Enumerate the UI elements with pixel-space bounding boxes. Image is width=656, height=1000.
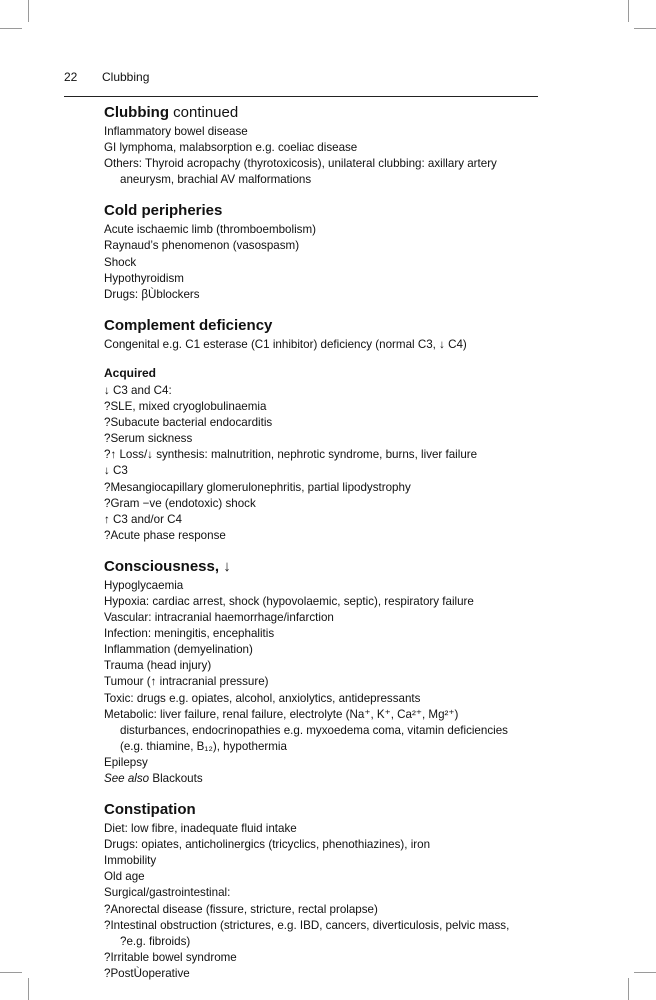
crop-mark [0,972,22,973]
crop-mark [628,0,629,22]
section [104,317,534,544]
crop-mark [28,0,29,22]
line-text: Epilepsy [104,755,148,769]
text-line [104,691,534,707]
line-text: Tumour (↑ intracranial pressure) [104,675,269,689]
section-heading-text: Cold peripheries [104,202,223,220]
line-text: Hypothyroidism [104,271,184,285]
line-text: Vascular: intracranial haemorrhage/infarction [104,611,334,625]
line-text: Others: Thyroid acropachy (thyrotoxicosis), unilateral clubbing: axillary artery [104,157,497,171]
text-line [104,578,534,594]
header-rule [64,96,538,97]
section-heading-text: Consciousness, ↓ [104,557,231,575]
heading-continued: continued [168,104,239,121]
line-text: ↑ C3 and/or C4 [104,512,182,526]
crop-mark [28,978,29,1000]
text-line [104,140,534,156]
text-line [104,707,534,723]
line-text: Congenital e.g. C1 esterase (C1 inhibitor) deficiency (normal C3, ↓ C4) [104,337,467,351]
line-text: Infection: meningitis, encephalitis [104,627,275,641]
text-line [104,723,534,739]
text-line [104,271,534,287]
line-text: Inflammatory bowel disease [104,125,248,138]
line-text: ?e.g. fibroids) [120,934,191,948]
page-body [104,104,534,996]
section-heading-text: Constipation [104,801,196,819]
line-text: GI lymphoma, malabsorption e.g. coeliac disease [104,141,358,155]
line-text: Diet: low fibre, inadequate fluid intake [104,822,297,836]
text-line [104,837,534,853]
text-line [104,610,534,626]
running-head [64,70,149,84]
text-line [104,869,534,885]
subheading: Acquired [104,365,157,380]
crop-mark [628,978,629,1000]
line-text: ?Mesangiocapillary glomerulonephritis, partial lipodystrophy [104,480,411,494]
text-line [104,124,534,140]
text-line [104,399,534,415]
section [104,202,534,302]
line-text: Hypoxia: cardiac arrest, shock (hypovolaemic, septic), respiratory failure [104,594,474,608]
text-line [104,885,534,901]
line-text: ?↑ Loss/↓ synthesis: malnutrition, nephrotic syndrome, burns, liver failure [104,448,478,462]
text-line [104,950,534,966]
text-line [104,966,534,982]
crop-mark [634,972,656,973]
line-text: ?Subacute bacterial endocarditis [104,416,273,430]
crop-mark [0,28,22,29]
text-line [104,755,534,771]
text-line [104,821,534,837]
line-text: ↓ C3 [104,464,128,478]
text-line [104,415,534,431]
line-text: Blackouts [149,772,203,785]
line-text: ?Irritable bowel syndrome [104,950,237,964]
section-heading [104,104,534,122]
line-text: Metabolic: liver failure, renal failure, electrolyte (Na⁺, K⁺, Ca²⁺, Mg²⁺) [104,707,459,721]
line-text: aneurysm, brachial AV malformations [120,173,312,187]
line-text: ?Gram −ve (endotoxic) shock [104,496,256,510]
text-line [104,383,534,399]
line-text: ↓ C3 and C4: [104,383,172,397]
section-heading [104,558,534,576]
text-line [104,626,534,642]
line-text: Immobility [104,854,157,868]
line-text: Acute ischaemic limb (thromboembolism) [104,223,316,237]
line-text: Inflammation (demyelination) [104,643,253,657]
section-heading [104,202,534,220]
section-heading-text: Complement deficiency [104,316,273,334]
line-text: ?Anorectal disease (fissure, stricture, rectal prolapse) [104,902,378,916]
section [104,801,534,982]
line-text: Old age [104,870,145,884]
line-text: Shock [104,255,137,269]
text-line [104,287,534,303]
line-text: Drugs: opiates, anticholinergics (tricyclics, phenothiazines), iron [104,838,431,852]
crop-mark [634,28,656,29]
line-text: Raynaud’s phenomenon (vasospasm) [104,239,300,253]
line-text: ?Serum sickness [104,432,193,446]
text-line [104,934,534,950]
line-text: ?SLE, mixed cryoglobulinaemia [104,400,267,414]
line-text: ?PostÙoperative [104,966,190,980]
line-text: Trauma (head injury) [104,659,212,673]
text-line [104,771,534,787]
text-line [104,480,534,496]
running-head-title: Clubbing [102,70,150,84]
text-line [104,431,534,447]
text-line [104,337,534,353]
italic-text: See also [104,772,150,785]
line-text: Hypoglycaemia [104,578,184,592]
text-line [104,447,534,463]
text-line [104,902,534,918]
text-line [104,739,534,755]
section-heading [104,801,534,819]
text-line [104,238,534,254]
section-heading-text: Clubbing [104,104,169,121]
text-line [104,222,534,238]
line-text: Toxic: drugs e.g. opiates, alcohol, anxiolytics, antidepressants [104,691,421,705]
text-line [104,172,534,188]
text-line [104,463,534,479]
line-text: ?Acute phase response [104,528,226,542]
section-heading [104,317,534,335]
line-text: disturbances, endocrinopathies e.g. myxoedema coma, vitamin deficiencies [120,723,508,737]
text-line [104,658,534,674]
line-text: Surgical/gastrointestinal: [104,886,231,900]
text-line [104,674,534,690]
text-line [104,156,534,172]
text-line [104,642,534,658]
page-number: 22 [64,70,78,84]
text-line [104,853,534,869]
section [104,104,534,188]
text-line [104,512,534,528]
line-text: (e.g. thiamine, B₁₂), hypothermia [120,739,287,753]
text-line [104,496,534,512]
text-line [104,918,534,934]
text-line [104,594,534,610]
line-text: ?Intestinal obstruction (strictures, e.g. IBD, cancers, diverticulosis, pelvic mass, [104,918,510,932]
text-line [104,255,534,271]
text-line [104,528,534,544]
line-text: Drugs: βÙblockers [104,287,200,301]
section [104,558,534,787]
